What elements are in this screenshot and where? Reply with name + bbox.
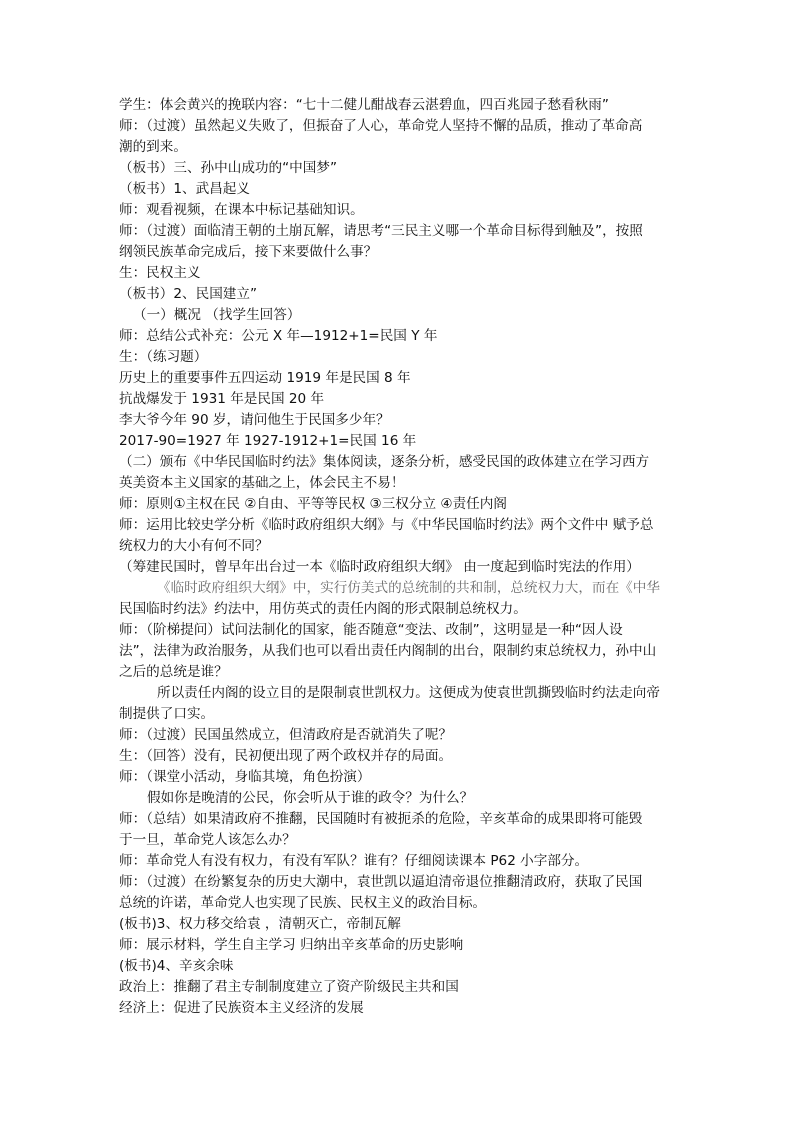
text-line: (板书)3、权力移交给袁 ，清朝灭亡，帝制瓦解	[119, 916, 401, 932]
text-line: （二）颁布《中华民国临时约法》集体阅读，逐条分析，感受民国的政体建立在学习西方	[119, 454, 650, 470]
text-line: 师：展示材料，学生自主学习 归纳出辛亥革命的历史影响	[119, 937, 464, 953]
document-body	[119, 95, 679, 1019]
text-line: 潮的到来。	[119, 139, 187, 155]
text-line: 师：（阶梯提问）试问法制化的国家，能否随意“变法、改制”，这明显是一种“因人设	[119, 622, 623, 638]
text-line: 政治上：推翻了君主专制制度建立了资产阶级民主共和国	[119, 979, 459, 995]
text-line: 英美资本主义国家的基础之上，体会民主不易！	[119, 475, 405, 491]
text-line: 总统的许诺，革命党人也实现了民族、民权主义的政治目标。	[119, 895, 487, 911]
text-line: 师：（过渡）面临清王朝的土崩瓦解，请思考“三民主义哪一个革命目标得到触及”，按照	[119, 223, 643, 239]
text-line: 抗战爆发于 1931 年是民国 20 年	[119, 391, 325, 407]
text-line: 《临时政府组织大纲》中，实行仿美式的总统制的共和制，总统权力大，而在《中华	[157, 580, 660, 596]
text-line: （板书）1、武昌起义	[119, 181, 250, 197]
text-line: 生：（回答）没有，民初便出现了两个政权并存的局面。	[119, 748, 453, 764]
text-line: 经济上：促进了民族资本主义经济的发展	[119, 1000, 364, 1016]
text-line: 2017-90=1927 年 1927-1912+1=民国 16 年	[119, 433, 417, 449]
text-line: 师：革命党人有没有权力，有没有军队？谁有？仔细阅读课本 P62 小字部分。	[119, 853, 589, 869]
text-line: 李大爷今年 90 岁，请问他生于民国多少年？	[119, 412, 390, 428]
text-line: 纲领民族革命完成后，接下来要做什么事？	[119, 244, 378, 260]
text-line: （板书）三、孙中山成功的“中国梦”	[119, 160, 337, 176]
text-line: 师：运用比较史学分析《临时政府组织大纲》与《中华民国临时约法》两个文件中 赋予总	[119, 517, 654, 533]
text-line: 于一旦，革命党人该怎么办？	[119, 832, 296, 848]
text-line: 民国临时约法》约法中，用仿英式的责任内阁的形式限制总统权力。	[119, 601, 527, 617]
text-line: 师：观看视频，在课本中标记基础知识。	[119, 202, 364, 218]
text-line: 师：（课堂小活动，身临其境，角色扮演）	[119, 769, 371, 785]
text-line: （一）概况 （找学生回答）	[133, 307, 301, 323]
text-line: 假如你是晚清的公民，你会听从于谁的政令？为什么？	[147, 790, 474, 806]
text-line: 法”，法律为政治服务，从我们也可以看出责任内阁制的出台，限制约束总统权力，孙中山	[119, 643, 657, 659]
text-line: 制提供了口实。	[119, 706, 215, 722]
text-line: 所以责任内阁的设立目的是限制袁世凯权力。这便成为使袁世凯撕毁临时约法走向帝	[157, 685, 660, 701]
text-line: 统权力的大小有何不同？	[119, 538, 269, 554]
text-line: 师：总结公式补充：公元 X 年—1912+1=民国 Y 年	[119, 328, 438, 344]
text-line: （板书）2、民国建立”	[119, 286, 258, 302]
text-line: 师：（过渡）在纷繁复杂的历史大潮中，袁世凯以逼迫清帝退位推翻清政府，获取了民国	[119, 874, 643, 890]
text-line: 师：（过渡）虽然起义失败了，但振奋了人心，革命党人坚持不懈的品质，推动了革命高	[119, 118, 643, 134]
text-line: (板书)4、辛亥余味	[119, 958, 234, 974]
text-line: （筹建民国时，曾早年出台过一本《临时政府组织大纲》 由一度起到临时宪法的作用）	[119, 559, 640, 575]
text-line: 学生：体会黄兴的挽联内容：“七十二健儿酣战春云湛碧血，四百兆园子愁看秋雨”	[119, 97, 609, 113]
text-line: 之后的总统是谁？	[119, 664, 228, 680]
text-line: 生：民权主义	[119, 265, 201, 281]
text-line: 师：（总结）如果清政府不推翻，民国随时有被扼杀的危险，辛亥革命的成果即将可能毁	[119, 811, 643, 827]
text-line: 师：（过渡）民国虽然成立，但清政府是否就消失了呢？	[119, 727, 453, 743]
text-line: 师：原则①主权在民 ②自由、平等等民权 ③三权分立 ④责任内阁	[119, 496, 507, 512]
text-line: 历史上的重要事件五四运动 1919 年是民国 8 年	[119, 370, 411, 386]
text-line: 生：（练习题）	[119, 349, 208, 365]
